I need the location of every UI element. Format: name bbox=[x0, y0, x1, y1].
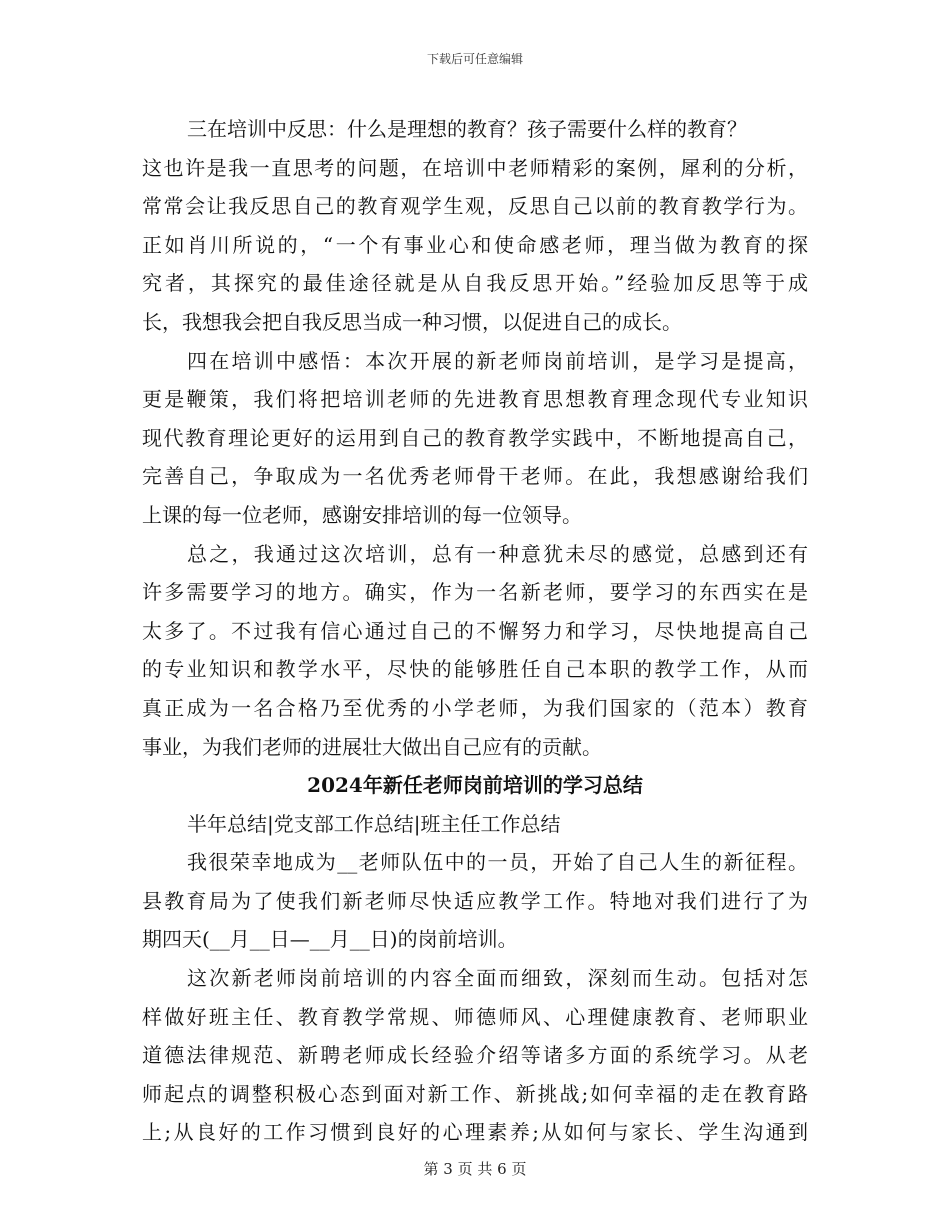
paragraph-line: 这次新老师岗前培训的内容全面而细致，深刻而生动。包括对怎 bbox=[187, 966, 808, 991]
paragraph-line: 这也许是我一直思考的问题，在培训中老师精彩的案例，犀利的分析， bbox=[142, 155, 808, 180]
paragraph-line: 师起点的调整积极心态到面对新工作、新挑战;如何幸福的走在教育路 bbox=[142, 1081, 808, 1106]
document-body bbox=[142, 110, 808, 1152]
paragraph-line: 事业，为我们老师的进展壮大做出自己应有的贡献。 bbox=[142, 734, 602, 759]
paragraph-line: 县教育局为了使我们新老师尽快适应教学工作。特地对我们进行了为 bbox=[142, 888, 808, 913]
paragraph-line: 的专业知识和教学水平，尽快的能够胜任自己本职的教学工作，从而 bbox=[142, 657, 808, 682]
paragraph-line: 现代教育理论更好的运用到自己的教育教学实践中，不断地提高自己， bbox=[142, 425, 808, 450]
paragraph-line: 长，我想我会把自我反思当成一种习惯，以促进自己的成长。 bbox=[142, 309, 682, 334]
paragraph-line: 上课的每一位老师，感谢安排培训的每一位领导。 bbox=[142, 502, 582, 527]
page-number-footer: 第 3 页 共 6 页 bbox=[423, 1160, 527, 1178]
paragraph-line: 真正成为一名合格乃至优秀的小学老师，为我们国家的（范本）教育 bbox=[142, 695, 808, 720]
paragraph-line: 更是鞭策，我们将把培训老师的先进教育思想教育理念现代专业知识 bbox=[142, 387, 808, 412]
category-line: 半年总结|党支部工作总结|班主任工作总结 bbox=[187, 811, 561, 836]
paragraph-line: 四在培训中感悟：本次开展的新老师岗前培训，是学习是提高， bbox=[187, 348, 808, 373]
paragraph-line: 常常会让我反思自己的教育观学生观，反思自己以前的教育教学行为。 bbox=[142, 194, 808, 219]
paragraph-line: 正如肖川所说的，“一个有事业心和使命感老师，理当做为教育的探 bbox=[142, 232, 808, 257]
paragraph-line: 期四天(__月__日—__月__日)的岗前培训。 bbox=[142, 927, 518, 952]
paragraph-line: 道德法律规范、新聘老师成长经验介绍等诸多方面的系统学习。从老 bbox=[142, 1043, 808, 1068]
paragraph-line: 许多需要学习的地方。确实，作为一名新老师，要学习的东西实在是 bbox=[142, 580, 808, 605]
paragraph-line: 我很荣幸地成为__老师队伍中的一员，开始了自己人生的新征程。 bbox=[187, 850, 808, 875]
paragraph-line: 究者，其探究的最佳途径就是从自我反思开始。”经验加反思等于成 bbox=[142, 271, 808, 296]
page-header-note: 下载后可任意编辑 bbox=[426, 52, 523, 66]
paragraph-line: 三在培训中反思：什么是理想的教育？孩子需要什么样的教育？ bbox=[187, 117, 747, 141]
paragraph-line: 上;从良好的工作习惯到良好的心理素养;从如何与家长、学生沟通到 bbox=[142, 1120, 808, 1145]
section-title: 2024年新任老师岗前培训的学习总结 bbox=[307, 773, 643, 798]
paragraph-line: 完善自己，争取成为一名优秀老师骨干老师。在此，我想感谢给我们 bbox=[142, 464, 808, 489]
paragraph-line: 太多了。不过我有信心通过自己的不懈努力和学习，尽快地提高自己 bbox=[142, 618, 808, 643]
paragraph-line: 样做好班主任、教育教学常规、师德师风、心理健康教育、老师职业 bbox=[142, 1004, 808, 1029]
paragraph-line: 总之，我通过这次培训，总有一种意犹未尽的感觉，总感到还有 bbox=[187, 541, 808, 566]
